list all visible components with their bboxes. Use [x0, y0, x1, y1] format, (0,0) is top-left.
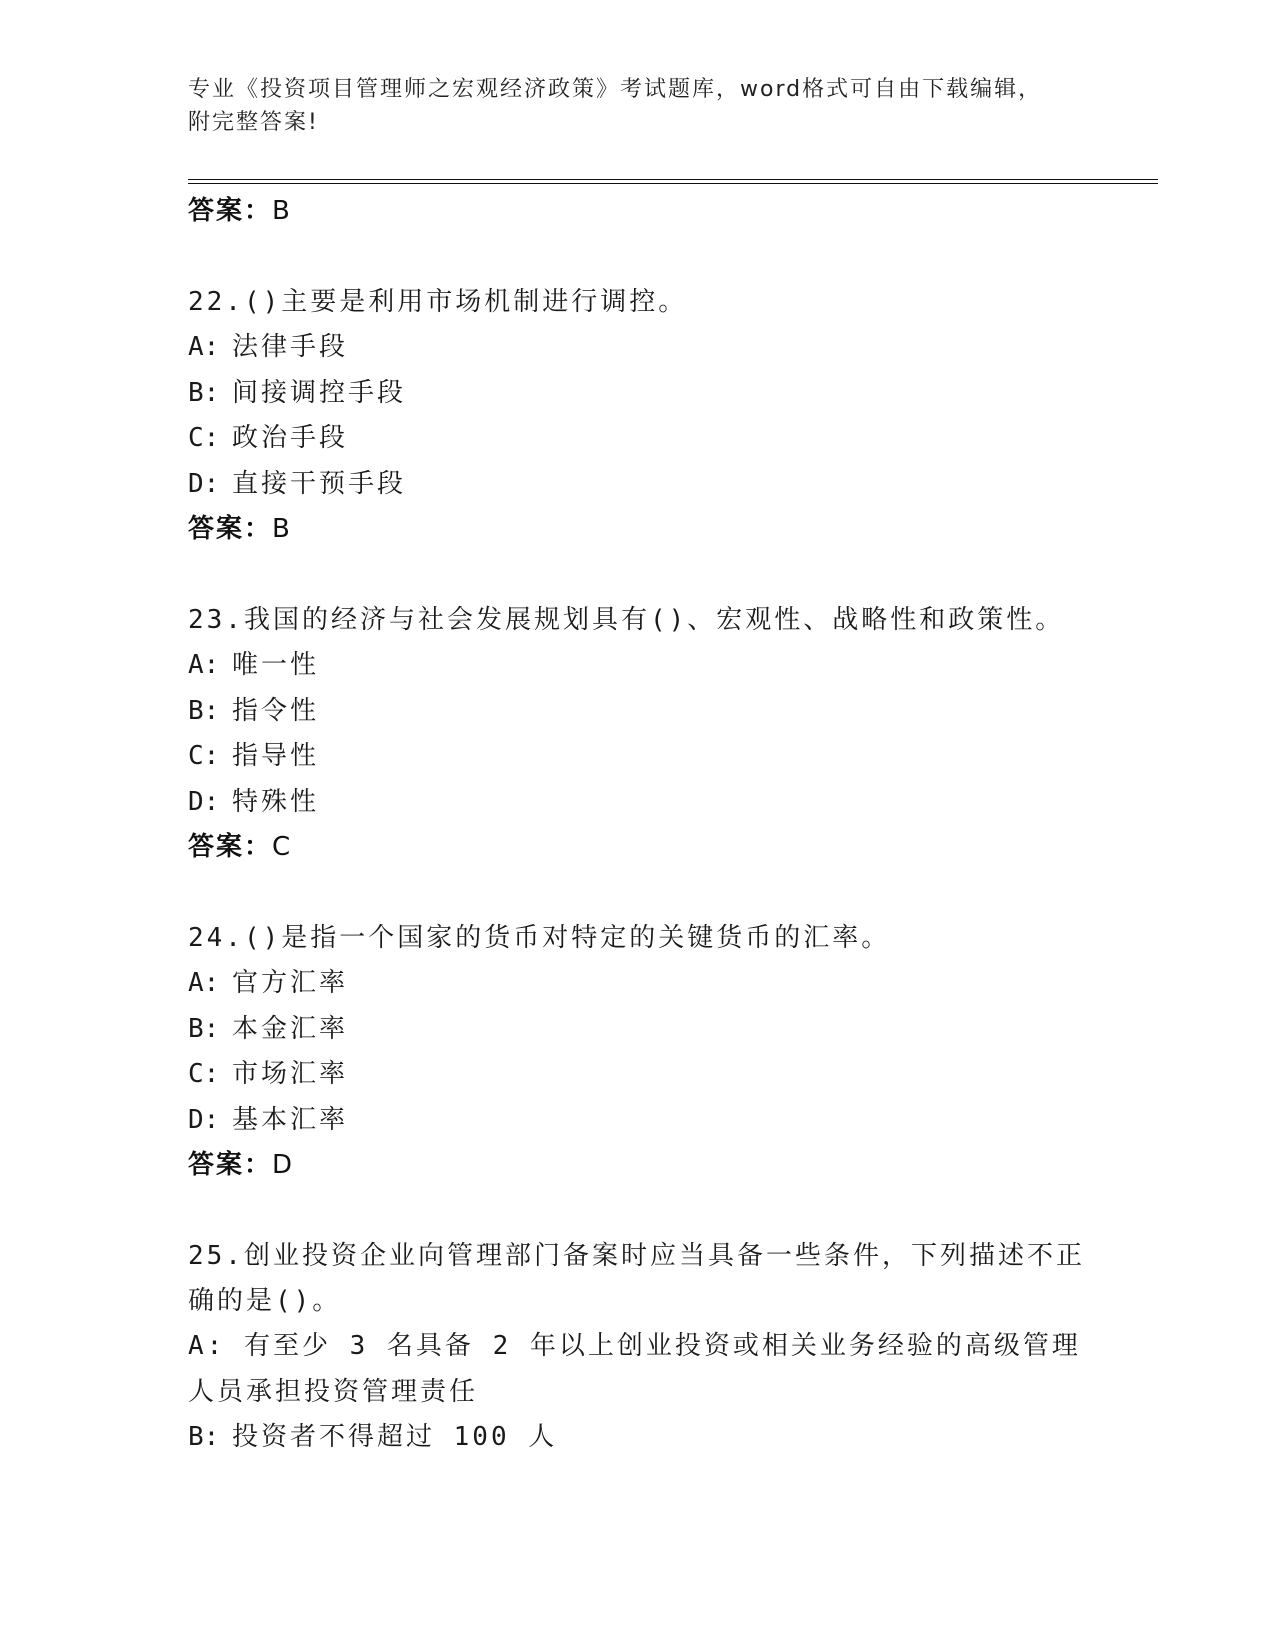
option-c: C: 指导性	[188, 741, 320, 771]
option-a: A: 官方汇率	[188, 968, 349, 998]
question-25	[188, 1234, 1098, 1461]
answer: 答案：C	[188, 832, 293, 862]
option-c: C: 政治手段	[188, 423, 349, 453]
document-header	[188, 73, 1078, 139]
header-line-2: 附完整答案!	[188, 110, 319, 135]
header-line-1: 专业《投资项目管理师之宏观经济政策》考试题库，word格式可自由下载编辑，	[188, 77, 1043, 102]
option-a: A: 唯一性	[188, 650, 320, 680]
question-stem: 24.()是指一个国家的货币对特定的关键货币的汇率。	[188, 923, 891, 953]
answer-label: 答案：	[188, 196, 273, 226]
question-list	[188, 189, 1098, 1461]
question-stem: 23.我国的经济与社会发展规划具有()、宏观性、战略性和政策性。	[188, 605, 1065, 635]
option-d: D: 基本汇率	[188, 1104, 349, 1135]
option-b: B: 间接调控手段	[188, 377, 407, 408]
question-24	[188, 916, 1098, 1188]
answer-value: B	[272, 196, 292, 226]
answer: 答案：B	[188, 514, 292, 544]
answer: 答案：D	[188, 1150, 295, 1180]
question-stem: 22.()主要是利用市场机制进行调控。	[188, 287, 688, 317]
previous-answer	[188, 189, 1098, 234]
option-c: C: 市场汇率	[188, 1059, 349, 1089]
option-b: B: 投资者不得超过 100 人	[188, 1422, 558, 1452]
option-b: B: 指令性	[188, 695, 320, 726]
option-d: D: 特殊性	[188, 786, 320, 817]
question-stem: 25.创业投资企业向管理部门备案时应当具备一些条件，下列描述不正确的是()。	[188, 1241, 1085, 1316]
question-22	[188, 280, 1098, 552]
header-divider-bottom	[188, 183, 1158, 184]
question-23	[188, 598, 1098, 870]
option-a: A: 有至少 3 名具备 2 年以上创业投资或相关业务经验的高级管理人员承担投资管理责任	[188, 1331, 1081, 1407]
option-a: A: 法律手段	[188, 332, 349, 362]
option-d: D: 直接干预手段	[188, 468, 407, 499]
option-b: B: 本金汇率	[188, 1013, 349, 1044]
header-divider-top	[188, 179, 1158, 180]
